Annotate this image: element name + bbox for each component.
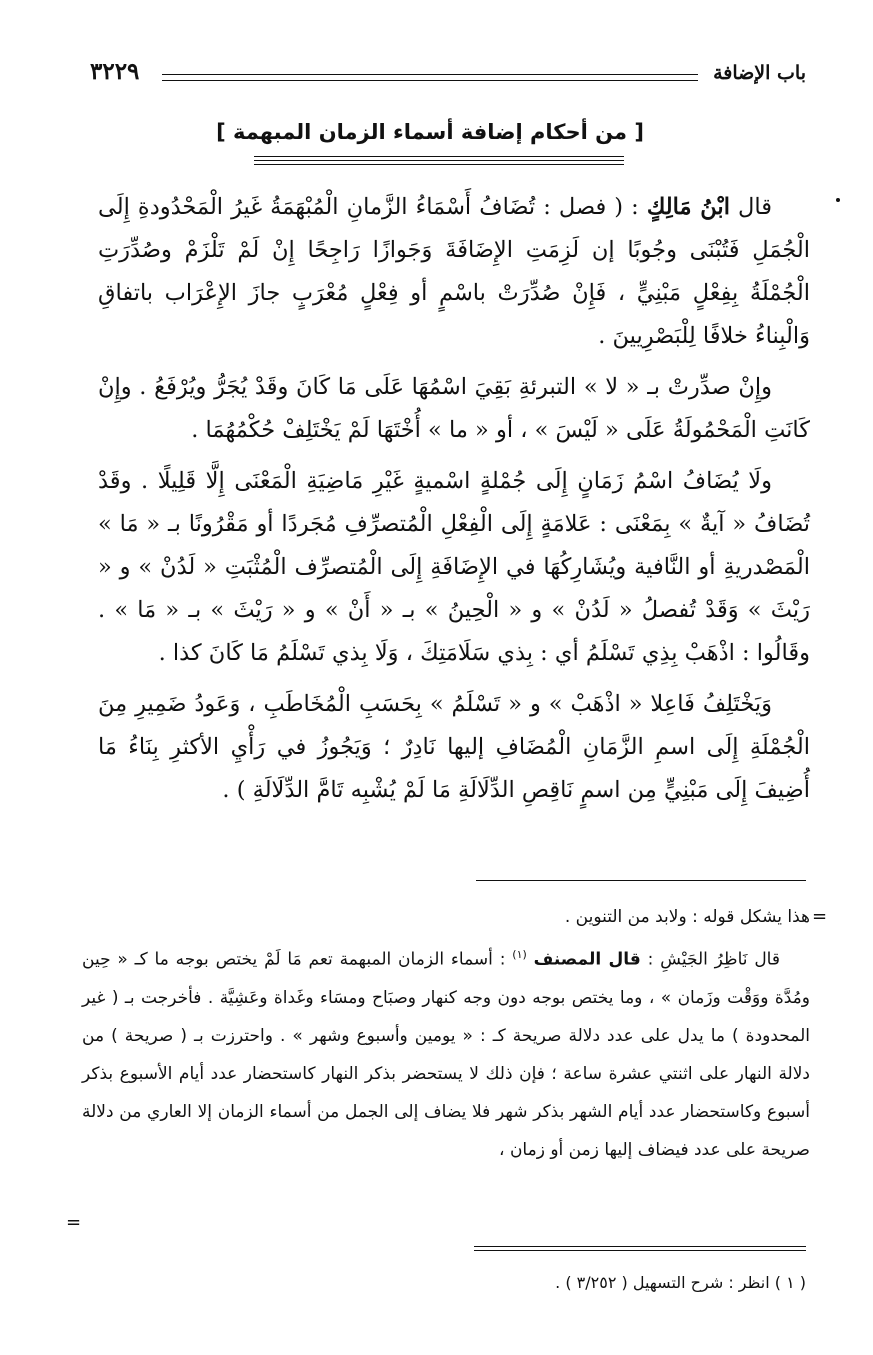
heading-rules [254,156,624,168]
section-heading: [ من أحكام إضافة أسماء الزمان المبهمة ] [216,120,644,144]
paragraph-text: : ( فصل : تُضَافُ أَسْمَاءُ الزَّمانِ الْمُبْهَمَةُ غَيرُ الْمَحْدُودةِ إِلَى الْجُمَلِ فَتُبْنَى وجُوبًا إن لَزِمَتِ الإِضَافَةَ وَجَوازًا رَاجِحًا إِنْ لَمْ تَلْزَمْ وصُدِّرَتِ الْجُمْلَةُ بِفِعْلٍ مَبْنِيٍّ ، فَإِنْ صُدِّرَتْ باسْمٍ أو فِعْلٍ مُعْرَبٍ جازَ الإِعْرَاب باتفاقِ وَالْبِناءُ خلافًا لِلْبَصْرِيينَ . [98,194,810,349]
intro-word: قال [754,949,780,970]
margin-dot [836,198,840,202]
heading-rule [254,160,624,161]
main-paragraph: وَيَخْتَلِفُ فَاعِلا « اذْهَبْ » و « تَسْلَمُ » بِحَسَبِ الْمُخَاطَبِ ، وَعَودُ ضَمِيرِ مِنَ الْجُمْلَةِ إِلَى اسمِ الزَّمَانِ الْمُضَافِ إليها نَادِرٌ ؛ وَيَجُوزُ في رَأْيِ الأكثرِ بِنَاءُ مَا أُضِيفَ إِلَى مَبْنِيٍّ مِن اسمٍ نَاقِصِ الدِّلَالَةِ مَا لَمْ يُشْبِه تَامَّ الدِّلَالَةِ ) . [98,691,810,803]
commentary-text [82,898,810,1169]
main-text [98,186,810,820]
author-label: قال المصنف [533,949,641,970]
page-number: ٣٢٢٩ [90,58,140,85]
commentary-body: : أسماء الزمان المبهمة تعم مَا لَمْ يختص بوجه ما كـ « حِين ومُدَّة ووَقْت وزَمان » ، وما يختص بوجه دون وجه كنهار وصبَاح ومسَاء وغَداة وعَشِيَّة . فأخرجت بـ ( غير المحدودة ) ما يدل على عدد دلالة صريحة كـ : « يومين وأسبوع وشهر » . واحترزت بـ ( صريحة ) من دلالة النهار على اثنتي عشرة ساعة ؛ فإن ذلك لا يستحضر بذكر النهار كاستحضار عدد أيام الأسبوع بذكر أسبوع وكاستحضار عدد أيام الشهر بذكر شهر فلا يضاف إلى الجمل من أسماء الزمان إلا العاري من دلالة صريحة على عدد فيضاف إليها زمن أو زمان ، [82,949,810,1160]
header-rule [162,74,698,81]
commentary-continuation: هذا يشكل قوله : ولابد من التنوين . [564,907,810,927]
author-name: ابْنُ مَالِكٍ [646,194,730,220]
footnote-ref: (١) [512,948,527,961]
chapter-title: باب الإضافة [713,62,806,84]
page-header [90,58,806,98]
heading-rule [254,156,624,157]
continuation-mark: = [66,1212,82,1233]
commentary-paragraph [82,936,810,1169]
main-text-rule [476,880,806,881]
main-paragraph [98,186,810,358]
heading-rule [254,164,624,165]
footnote-rule [474,1246,806,1247]
separator: : [647,949,654,970]
main-paragraph: ولَا يُضَافُ اسْمُ زَمَانٍ إِلَى جُمْلةٍ اسْميةٍ غَيْرِ مَاضِيَةِ الْمَعْنَى إِلَّا قَلِيلًا . وقَدْ تُضَافُ « آيةٌ » بِمَعْنَى : عَلامَةٍ إِلَى الْفِعْلِ الْمُتصرِّفِ مُجَردًا أو مَقْرُونًا بـ « مَا » الْمَصْدريةِ أو النَّافية ويُشَارِكُهَا في الإِضَافَةِ إِلَى الْمُتصرِّف الْمُثْبَتِ « لَدُنْ » و « رَيْثَ » وَقَدْ تُفصلُ « لَدُنْ » و « الْحِينُ » بـ « أَنْ » و « رَيْثَ » بـ « مَا » . وقَالُوا : اذْهَبْ بِذِي تَسْلَمُ أي : بِذي سَلَامَتِكَ ، وَلَا بِذي تَسْلَمُ مَا كَانَ كذا . [98,468,810,666]
commentator-name: نَاظِرُ الجَيْشِ [660,949,748,970]
main-paragraph: وإِنْ صدِّرتْ بـ « لا » التبرئةِ بَقِيَ اسْمُهَا عَلَى مَا كَانَ وقَدْ يُجَرُّ ويُرْفَعُ . وإِنْ كَانَتِ الْمَحْمُولَةُ عَلَى « لَيْسَ » ، أو « ما » أُخْتَهَا لَمْ يَخْتَلِفْ حُكْمُهُمَا . [98,374,810,443]
intro-word: قال [738,194,772,220]
footnote: ( ١ ) انظر : شرح التسهيل ( ٣/٢٥٢ ) . [555,1273,806,1292]
footnote-rule [474,1250,806,1251]
footnote-rules [474,1246,806,1254]
continued-mark: = [812,906,828,927]
